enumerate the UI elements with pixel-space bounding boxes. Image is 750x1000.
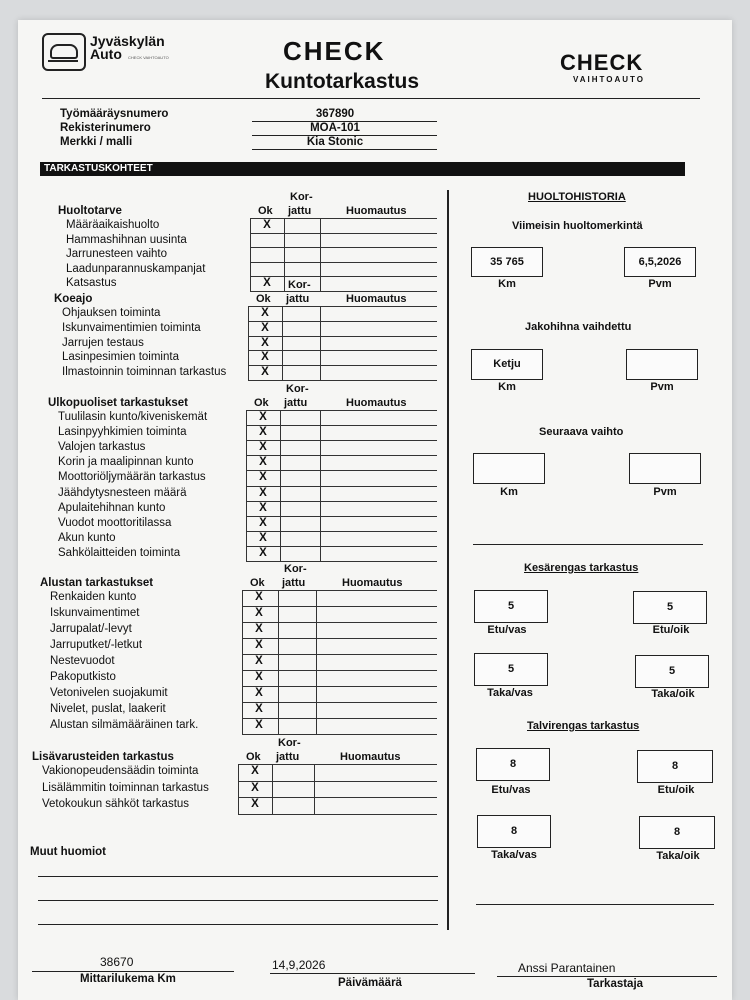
checklist-item-label: Sahkölaitteiden toiminta [58, 546, 181, 559]
col-korjattu-head: jattu [284, 397, 308, 409]
grid-line [242, 686, 437, 687]
col-korjattu-head: jattu [276, 751, 300, 763]
checklist-item-label: Iskunvaimentimet [50, 607, 140, 619]
winter-fr-box: 8 [637, 750, 713, 783]
checklist-item-label: Nestevuodot [50, 655, 115, 667]
grid-line [320, 218, 321, 291]
grid-line [246, 410, 437, 411]
grid-line [238, 814, 437, 815]
col-huomautus-head: Huomautus [346, 293, 407, 305]
section-bar [40, 162, 685, 176]
winter-rr-label: Taka/oik [656, 850, 700, 862]
summer-rr-label: Taka/oik [651, 688, 695, 700]
checklist-ok-mark: X [255, 623, 263, 635]
col-huomautus-head: Huomautus [346, 205, 407, 217]
grid-line [246, 531, 437, 532]
grid-line [248, 306, 437, 307]
checklist-ok-mark: X [263, 219, 271, 231]
checklist-item-label: Nivelet, puslat, laakerit [50, 703, 166, 715]
checklist-item-label: Ohjauksen toiminta [62, 307, 161, 319]
section-title: Lisävarusteiden tarkastus [32, 751, 174, 763]
timing-belt-title: Jakohihna vaihdettu [525, 321, 632, 333]
checklist-ok-mark: X [251, 781, 259, 794]
checklist-ok-mark: X [261, 366, 269, 379]
check-logo-right: CHECK [560, 50, 644, 75]
grid-line [246, 501, 437, 502]
col-korjattu-head: jattu [288, 205, 312, 217]
col-huomautus-head: Huomautus [346, 397, 407, 409]
service-history-title: HUOLTOHISTORIA [528, 191, 626, 203]
checklist-item-label: Jarrupalat/-levyt [50, 623, 132, 635]
checklist-item-label: Iskunvaimentimien toiminta [62, 321, 201, 334]
grid-line [242, 606, 437, 607]
checklist-item-label: Korin ja maalipinnan kunto [58, 456, 194, 469]
summer-fl-label: Etu/vas [487, 624, 527, 636]
grid-line [246, 561, 437, 562]
notes-line [38, 924, 438, 925]
grid-line [238, 764, 437, 765]
checklist-item-label: Vetokoukun sähköt tarkastus [42, 798, 190, 811]
grid-line [246, 516, 437, 517]
last-service-km-box: 35 765 [471, 247, 543, 277]
grid-line [246, 440, 437, 441]
checklist-ok-mark: X [259, 441, 267, 454]
summer-fl-box: 5 [474, 590, 548, 623]
summer-rl-label: Taka/vas [487, 687, 533, 699]
grid-line [238, 797, 437, 798]
section-bar-label: TARKASTUSKOHTEET [44, 163, 153, 174]
grid-line [246, 486, 437, 487]
col-korjattu-head: Kor- [278, 737, 301, 749]
checklist-ok-mark: X [261, 321, 269, 334]
grid-line [248, 321, 437, 322]
summer-fr-label: Etu/oik [652, 624, 690, 636]
checklist-ok-mark: X [255, 639, 263, 651]
inspector-line [497, 976, 717, 977]
checklist-item-label: Lasinpesimien toiminta [62, 351, 179, 364]
checklist-item-label: Pakoputkisto [50, 671, 116, 683]
grid-line [250, 218, 437, 219]
other-notes-title: Muut huomiot [30, 846, 107, 858]
section-title: Alustan tarkastukset [40, 577, 154, 589]
checklist-ok-mark: X [251, 798, 259, 811]
checklist-ok-mark: X [259, 411, 267, 423]
summer-rr-box: 5 [635, 655, 709, 688]
grid-line [248, 306, 249, 380]
col-ok-head: Ok [254, 397, 269, 409]
grid-line [282, 306, 283, 380]
last-service-title: Viimeisin huoltomerkintä [512, 220, 643, 232]
date-line [270, 973, 475, 974]
grid-line [272, 764, 273, 814]
col-korjattu-head: Kor- [284, 563, 307, 575]
checklist-item-label: Renkaiden kunto [50, 591, 137, 603]
checklist-ok-mark: X [259, 426, 267, 439]
winter-rl-label: Taka/vas [491, 849, 537, 861]
checklist-item-label: Akun kunto [58, 531, 116, 544]
summer-fr-box: 5 [633, 591, 707, 624]
checklist-item-label: Alustan silmämääräinen tark. [50, 719, 199, 731]
grid-line [248, 365, 437, 366]
checklist-ok-mark: X [263, 277, 271, 289]
grid-line [238, 764, 239, 814]
checklist-ok-mark: X [259, 486, 267, 499]
winter-tires-title: Talvirengas tarkastus [527, 720, 640, 732]
date-label: Päivämäärä [338, 977, 402, 989]
checklist-ok-mark: X [255, 719, 263, 731]
checklist-ok-mark: X [255, 607, 263, 619]
mileage-line [32, 971, 234, 972]
mileage-label: Mittarilukema Km [80, 973, 176, 985]
checklist-ok-mark: X [261, 351, 269, 364]
winter-fr-label: Etu/oik [657, 784, 695, 796]
checklist-ok-mark: X [255, 687, 263, 699]
grid-line [242, 590, 437, 591]
section-title: Huoltotarve [58, 205, 122, 217]
notes-line [38, 876, 438, 877]
checklist-item-label: Laadunparannuskampanjat [66, 262, 206, 275]
grid-line [250, 247, 437, 248]
grid-line [320, 410, 321, 561]
checklist-item-label: Jarrujen testaus [62, 336, 144, 349]
grid-line [246, 425, 437, 426]
checklist-ok-mark: X [259, 501, 267, 514]
registration-value: MOA-101 [310, 122, 360, 134]
mileage-value: 38670 [100, 955, 134, 969]
history-rule [473, 544, 703, 545]
checklist-item-label: Tuulilasin kunto/kiveniskemät [58, 411, 208, 423]
checklist-ok-mark: X [255, 671, 263, 683]
grid-line [242, 702, 437, 703]
summer-tires-title: Kesärengas tarkastus [524, 562, 639, 574]
page-title: Kuntotarkastus [265, 70, 420, 93]
grid-line [248, 380, 437, 381]
grid-line [250, 276, 437, 277]
grid-line [238, 781, 437, 782]
brand-name: Jyväskylän Auto [90, 33, 165, 62]
checklist-ok-mark: X [255, 655, 263, 667]
grid-line [248, 336, 437, 337]
checklist-item-label: Valojen tarkastus [58, 441, 146, 454]
checklist-item-label: Määräaikaishuolto [66, 219, 160, 231]
grid-line [246, 470, 437, 471]
checklist-item-label: Jäähdytysnesteen määrä [58, 486, 187, 499]
notes-line [38, 900, 438, 901]
col-huomautus-head: Huomautus [340, 751, 401, 763]
timing-belt-date-label: Pvm [650, 381, 674, 393]
check-logo-title: CHECK [283, 36, 386, 66]
checklist-ok-mark: X [251, 765, 259, 777]
checklist-ok-mark: X [259, 516, 267, 529]
grid-line [248, 350, 437, 351]
checklist-ok-mark: X [261, 307, 269, 319]
grid-line [242, 718, 437, 719]
col-ok-head: Ok [246, 751, 261, 763]
winter-rl-box: 8 [477, 815, 551, 848]
checklist-item-label: Katsastus [66, 277, 117, 289]
next-change-date-label: Pvm [653, 486, 677, 498]
checklist-ok-mark: X [261, 336, 269, 349]
checklist-item-label: Apulaitehihnan kunto [58, 501, 166, 514]
next-change-km-label: Km [500, 486, 518, 498]
grid-line [242, 670, 437, 671]
grid-line [278, 590, 279, 734]
winter-rr-box: 8 [639, 816, 715, 849]
summer-rl-box: 5 [474, 653, 548, 686]
next-change-km-box [473, 453, 545, 484]
checklist-item-label: Lisälämmitin toiminnan tarkastus [42, 781, 209, 794]
checklist-ok-mark: X [259, 456, 267, 469]
checklist-ok-mark: X [259, 471, 267, 484]
checklist-item-label: Vuodot moottoritilassa [58, 516, 172, 529]
checklist-item-label: Ilmastoinnin toiminnan tarkastus [62, 366, 227, 379]
tires-rule [476, 904, 714, 905]
checklist-item-label: Moottoriöljymäärän tarkastus [58, 471, 206, 484]
registration-label: Rekisterinumero [60, 122, 151, 134]
col-korjattu-head: Kor- [288, 279, 311, 291]
checklist-ok-mark: X [259, 531, 267, 544]
inspector-value: Anssi Parantainen [518, 961, 616, 975]
column-divider [447, 190, 449, 930]
col-korjattu-head: jattu [286, 293, 310, 305]
grid-line [242, 638, 437, 639]
inspector-label: Tarkastaja [587, 978, 644, 990]
checklist-item-label: Hammashihnan uusinta [66, 233, 187, 246]
winter-fl-box: 8 [476, 748, 550, 781]
grid-line [250, 291, 437, 292]
last-service-date-label: Pvm [648, 278, 672, 290]
header-rule [42, 98, 700, 99]
brand-sub: CHECK VAIHTOAUTO [128, 55, 169, 60]
checklist-item-label: Vetonivelen suojakumit [50, 687, 168, 699]
check-logo-right-sub: VAIHTOAUTO [573, 75, 646, 84]
grid-line [284, 218, 285, 291]
car-logo-icon [42, 33, 86, 71]
checklist-item-label: Vakionopeudensäädin toiminta [42, 765, 199, 777]
grid-line [246, 410, 247, 561]
last-service-date-box: 6,5,2026 [624, 247, 696, 277]
checklist-item-label: Lasinpyyhkimien toiminta [58, 426, 187, 439]
checklist-ok-mark: X [255, 703, 263, 715]
checklist-item-label: Jarrunesteen vaihto [66, 248, 168, 260]
section-title: Ulkopuoliset tarkastukset [48, 397, 188, 409]
next-change-title: Seuraava vaihto [539, 426, 624, 438]
col-korjattu-head: jattu [282, 577, 306, 589]
grid-line [280, 410, 281, 561]
date-value: 14,9,2026 [272, 958, 326, 972]
col-huomautus-head: Huomautus [342, 577, 403, 589]
grid-line [246, 546, 437, 547]
grid-line [242, 734, 437, 735]
winter-fl-label: Etu/vas [491, 784, 531, 796]
checklist-item-label: Jarruputket/-letkut [50, 639, 143, 651]
grid-line [316, 590, 317, 734]
next-change-date-box [629, 453, 701, 484]
col-korjattu-head: Kor- [286, 383, 309, 395]
checklist-ok-mark: X [259, 546, 267, 559]
last-service-km-label: Km [498, 278, 516, 290]
checklist-ok-mark: X [255, 591, 263, 603]
grid-line [242, 590, 243, 734]
make-model-value: Kia Stonic [306, 136, 364, 148]
make-model-label: Merkki / malli [60, 136, 133, 148]
col-ok-head: Ok [250, 577, 265, 589]
timing-belt-km-label: Km [498, 381, 516, 393]
grid-line [246, 455, 437, 456]
grid-line [242, 654, 437, 655]
work-order-label: Työmääräysnumero [60, 108, 169, 120]
grid-line [314, 764, 315, 814]
section-title: Koeajo [54, 293, 93, 305]
grid-line [250, 262, 437, 263]
col-ok-head: Ok [258, 205, 273, 217]
col-ok-head: Ok [256, 293, 271, 305]
grid-line [242, 622, 437, 623]
timing-belt-km-box: Ketju [471, 349, 543, 380]
field-line [252, 149, 437, 150]
grid-line [250, 218, 251, 291]
timing-belt-date-box [626, 349, 698, 380]
work-order-value: 367890 [315, 108, 355, 120]
grid-line [250, 233, 437, 234]
col-korjattu-head: Kor- [290, 191, 313, 203]
grid-line [320, 306, 321, 380]
